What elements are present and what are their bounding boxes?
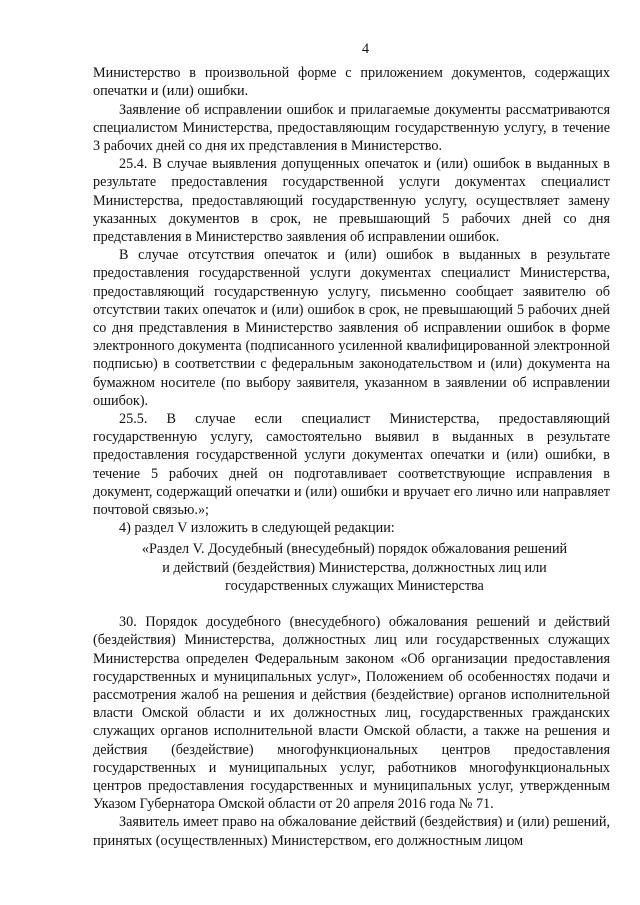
paragraph-continuation: Министерство в произвольной форме с приложением документов, содержащих опечатки и (или) ошибки. <box>93 65 610 100</box>
paragraph-30: 30. Порядок досудебного (внесудебного) обжалования решений и действий (бездействия) Министерства, должностных лиц или государственных служащих Министерства определен Федеральным законом «Об организации предоставления государственных и муниципальных услуг», Положением об особенностях подачи и рассмотрения жалоб на решения и действия (бездействие) органов исполнительной власти Омской области и их должностных лиц, государственных гражданских служащих органов исполнительной власти Омской области, а также на решения и действия (бездействие) многофункциональных центров предоставления государственных и муниципальных услуг, работников многофункциональных центров предоставления государственных и муниципальных услуг, утвержденным Указом Губернатора Омской области от 20 апреля 2016 года № 71. <box>93 614 610 813</box>
page-number: 4 <box>361 41 370 57</box>
paragraph-review-application: Заявление об исправлении ошибок и прилагаемые документы рассматриваются специалистом Министерства, предоставляющим государственную услугу, в течение 3 рабочих дней со дня их представления в Министерство. <box>93 101 610 155</box>
paragraph-25-5: 25.5. В случае если специалист Министерства, предоставляющий государственную услугу, самостоятельно выявил в выданных в результате предоставления государственной услуги документах опечатки и (или) ошибки, в течение 5 рабочих дней он подготавливает соответствующие исправления в документ, содержащий опечатки и (или) ошибки и вручает его лично или направляет почтовой связью.»; <box>93 411 610 519</box>
section-heading-line-3: государственных служащих Министерства <box>225 577 484 594</box>
paragraph-appeal-right: Заявитель имеет право на обжалование действий (бездействия) и (или) решений, принятых (осуществленных) Министерством, его должностным лицом <box>93 814 610 849</box>
paragraph-item-4: 4) раздел V изложить в следующей редакции: <box>119 520 395 537</box>
section-heading-line-2: и действий (бездействия) Министерства, должностных лиц или <box>162 559 547 576</box>
paragraph-25-4: 25.4. В случае выявления допущенных опечаток и (или) ошибок в выданных в результате предоставления государственной услуги документах специалист Министерства, предоставляющий государственную услугу, осуществляет замену указанных документов в срок, не превышающий 5 рабочих дней со дня представления в Министерство заявления об исправлении ошибок. <box>93 156 610 246</box>
section-heading-line-1: «Раздел V. Досудебный (внесудебный) порядок обжалования решений <box>141 541 568 558</box>
section-spacer <box>93 595 610 613</box>
section-heading <box>93 540 610 595</box>
paragraph-no-errors: В случае отсутствия опечаток и (или) ошибок в выданных в результате предоставления государственной услуги документах специалист Министерства, предоставляющий государственную услугу, письменно сообщает заявителю об отсутствии таких опечаток и (или) ошибок в срок, не превышающий 5 рабочих дней со дня представления в Министерство заявления об исправлении ошибок в форме электронного документа (подписанного усиленной квалифицированной электронной подписью) в соответствии с федеральным законодательством и (или) документа на бумажном носителе (по выбору заявителя, указанном в заявлении об исправлении ошибок). <box>93 247 610 409</box>
